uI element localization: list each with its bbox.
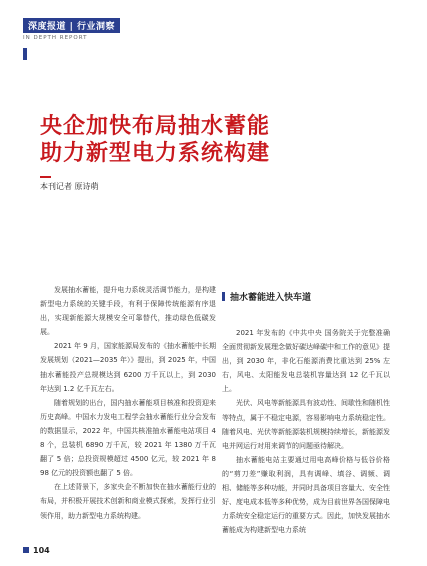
section-heading-text: 抽水蓄能进入快车道 — [230, 293, 312, 303]
title-line-2: 助力新型电力系统构建 — [40, 140, 271, 166]
author-byline: 本刊记者 原诗萌 — [40, 182, 99, 191]
heading-marker — [222, 292, 225, 301]
paragraph: 随着规划的出台，国内抽水蓄能项目核准和投资迎来历史高峰。中国水力发电工程学会抽水蓄能行业分会发布的数据显示，2022 年，中国共核准抽水蓄能电站项目 48 个，总装机 6890 万千瓦，较 2021 年 1380 万千瓦翻了 5 倍；总投资规模超过 4500 亿元，较 2021 年 898 亿元的投资额也翻了 5 倍。 — [40, 398, 216, 478]
paragraph: 在上述背景下，多家央企不断加快在抽水蓄能行业的布局，并积极开展技术创新和商业模式探索，发挥行业引领作用，助力新型电力系统构建。 — [40, 483, 216, 520]
paragraph: 抽水蓄能电站主要通过用电高峰价格与低谷价格的“剪刀差”赚取利润，具有调峰、填谷、调频、调相、储能等多种功能，并同时具备项目容量大、安全性好、度电成本低等多种优势，成为目前世界各国保障电力系统安全稳定运行的重要方式。因此，加快发展抽水蓄能成为构建新型电力系统 — [222, 455, 390, 535]
paragraph: 2021 年发布的《中共中央 国务院关于完整准确全面贯彻新发展理念做好碳达峰碳中和工作的意见》提出，到 2030 年，非化石能源消费比重达到 25% 左右，风电、太阳能发电总装机容量达到 12 亿千瓦以上。 — [222, 329, 390, 394]
article-title — [40, 113, 400, 167]
paragraph: 发展抽水蓄能，提升电力系统灵活调节能力，是构建新型电力系统的关键手段，有利于保障传统能源有序退出，实现新能源大规模安全可靠替代，推动绿色低碳发展。 — [40, 286, 216, 337]
section-header — [23, 14, 120, 41]
section-tab-label: 深度报道 | 行业洞察 — [23, 18, 120, 33]
title-line-1: 央企加快布局抽水蓄能 — [40, 113, 271, 139]
paragraph: 光伏、风电等新能源具有波动性、间歇性和随机性等特点，属于不稳定电源，容易影响电力系统稳定性。随着风电、光伏等新能源装机规模持续增长，新能源发电并网运行对用来调节的问题亟待解决。 — [222, 399, 390, 450]
page-number: 104 — [33, 546, 50, 555]
decorative-bar — [23, 48, 27, 60]
paragraph: 2021 年 9 月，国家能源局发布的《抽水蓄能中长期发展规划（2021—2035 年）》提出，到 2025 年，中国抽水蓄能投产总规模达到 6200 万千瓦以上，到 2030 年达到 1.2 亿千瓦左右。 — [40, 342, 216, 393]
page-footer — [23, 546, 50, 555]
right-column — [222, 326, 390, 537]
left-column — [40, 283, 216, 523]
section-subtitle: IN DEPTH REPORT — [23, 35, 88, 41]
page-marker-icon — [23, 547, 29, 553]
section-heading — [222, 290, 311, 303]
title-divider — [40, 176, 51, 178]
